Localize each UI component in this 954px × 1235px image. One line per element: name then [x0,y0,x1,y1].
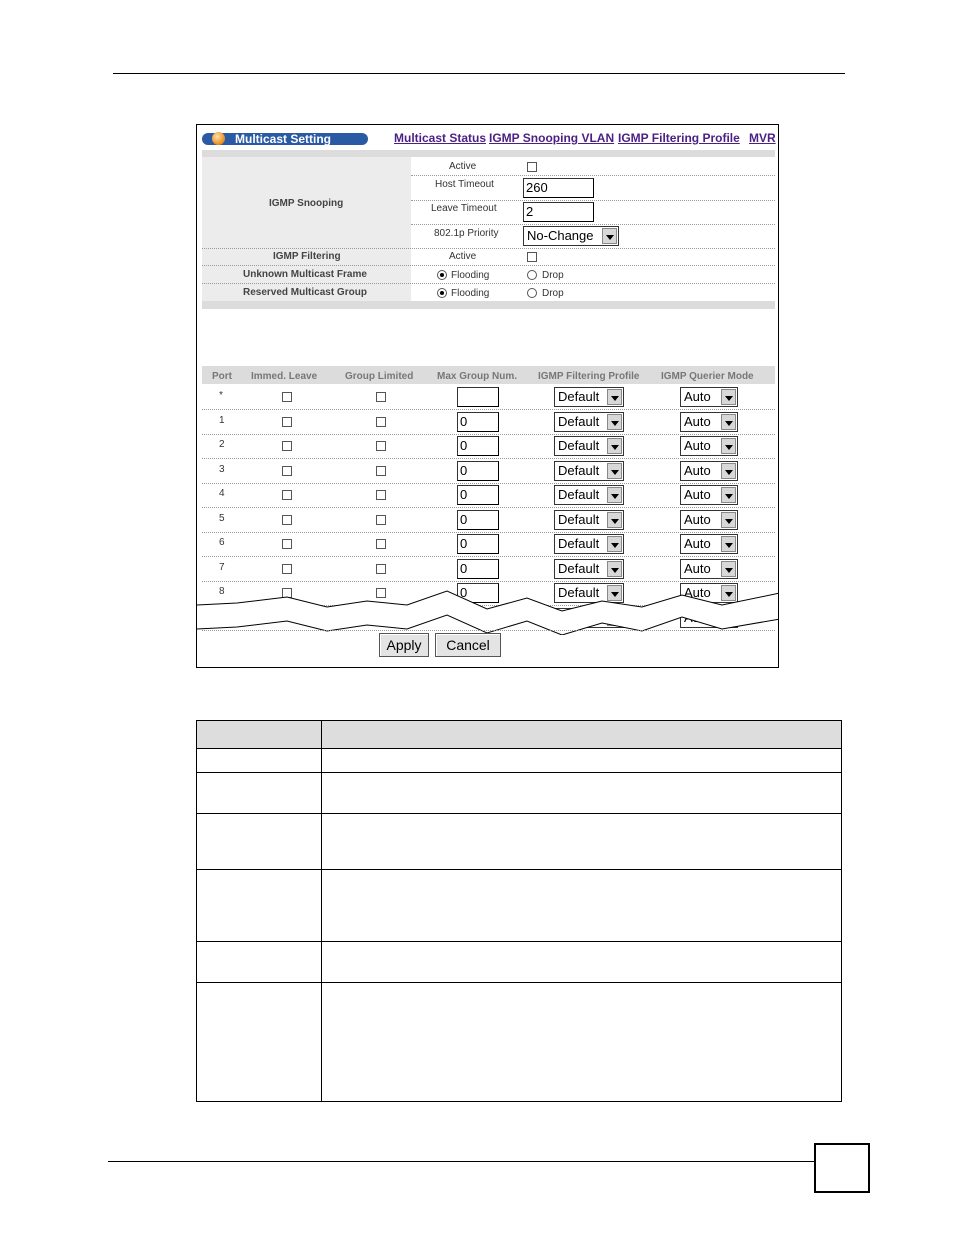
unknown-drop-radio[interactable] [527,270,537,280]
filtering-profile-select[interactable] [554,485,624,505]
table-row [197,773,842,814]
top-band [202,150,775,157]
col-port: Port [212,371,232,382]
snooping-active-checkbox[interactable] [527,162,537,172]
col-immed-leave: Immed. Leave [251,371,318,382]
table-header-description [322,721,842,749]
bottom-band [202,301,775,309]
host-timeout-label: Host Timeout [435,179,494,190]
row-divider [411,200,775,201]
immed-leave-checkbox[interactable] [282,564,292,574]
immed-leave-checkbox[interactable] [282,539,292,549]
immed-leave-checkbox[interactable] [282,441,292,451]
immed-leave-checkbox[interactable] [282,392,292,402]
immed-leave-checkbox[interactable] [282,466,292,476]
cancel-button[interactable]: Cancel [435,633,501,657]
port-number: 7 [219,562,225,573]
unknown-multicast-label: Unknown Multicast Frame [243,269,367,280]
igmp-filtering-profile-link[interactable]: IGMP Filtering Profile [618,131,740,145]
max-group-input[interactable]: 0 [457,534,499,554]
port-number: 1 [219,415,225,426]
group-limited-checkbox[interactable] [376,490,386,500]
priority-value: No-Change [527,228,594,243]
row-divider [202,556,775,557]
priority-label: 802.1p Priority [434,228,499,239]
chevron-down-icon [721,487,736,503]
querier-mode-value: Auto [684,438,711,453]
filtering-profile-value: Default [558,389,600,404]
reserved-multicast-label: Reserved Multicast Group [243,287,367,298]
reserved-drop-label: Drop [542,288,564,299]
max-group-input[interactable]: 0 [457,583,499,603]
querier-mode-value: Auto [684,463,711,478]
querier-mode-select[interactable] [680,461,738,481]
chevron-down-icon [607,512,622,528]
multicast-setting-tab[interactable] [202,133,368,145]
group-limited-checkbox[interactable] [376,515,386,525]
row-divider [202,434,775,435]
igmp-snooping-vlan-link[interactable]: IGMP Snooping VLAN [489,131,615,145]
reserved-flooding-radio[interactable] [437,288,447,298]
table-row [197,983,842,1102]
col-filtering-profile: IGMP Filtering Profile [538,371,640,382]
torn-page-break [197,585,779,635]
querier-mode-select[interactable] [680,387,738,407]
chevron-down-icon [607,438,622,454]
reserved-flooding-label: Flooding [451,288,490,299]
immed-leave-checkbox[interactable] [282,515,292,525]
row-divider [411,224,775,225]
group-limited-checkbox[interactable] [376,539,386,549]
filtering-profile-select[interactable] [554,436,624,456]
querier-mode-select[interactable] [680,485,738,505]
chevron-down-icon [607,536,622,552]
filtering-profile-value: Default [558,561,600,576]
table-row [197,749,842,773]
port-number: * [219,390,223,401]
chevron-down-icon [602,228,617,244]
querier-mode-value: Auto [684,487,711,502]
leave-timeout-label: Leave Timeout [431,203,497,214]
port-number: 3 [219,464,225,475]
chevron-down-icon [607,561,622,577]
chevron-down-icon [721,512,736,528]
querier-mode-select[interactable] [680,412,738,432]
filtering-profile-select[interactable] [554,461,624,481]
row-divider [202,532,775,533]
port-number: 8 [219,586,225,597]
row-divider [202,283,775,284]
mvr-link[interactable]: MVR [749,131,776,145]
row-divider [202,248,775,249]
chevron-down-icon [607,389,622,405]
group-limited-checkbox[interactable] [376,441,386,451]
igmp-filtering-label: IGMP Filtering [273,251,341,262]
filtering-profile-value: Default [558,487,600,502]
port-number: 4 [219,488,225,499]
chevron-down-icon [721,536,736,552]
querier-mode-value: Auto [684,512,711,527]
immed-leave-checkbox[interactable] [282,417,292,427]
row-divider [411,175,775,176]
leave-timeout-input[interactable]: 2 [523,202,594,222]
max-group-input[interactable] [457,387,499,407]
querier-mode-select[interactable] [680,436,738,456]
table-row [197,814,842,870]
priority-select[interactable] [523,226,619,246]
filtering-profile-value: Default [558,438,600,453]
querier-mode-value: Auto [684,414,711,429]
filtering-profile-value: Default [558,536,600,551]
querier-mode-value: Auto [684,561,711,576]
table-row [197,942,842,983]
multicast-setting-screenshot [196,124,779,668]
chevron-down-icon [721,463,736,479]
col-group-limited: Group Limited [345,371,414,382]
querier-mode-select[interactable] [680,559,738,579]
row-divider [202,458,775,459]
col-querier-mode: IGMP Querier Mode [661,371,754,382]
max-group-input[interactable]: 0 [457,559,499,579]
group-limited-checkbox[interactable] [376,392,386,402]
chevron-down-icon [721,438,736,454]
filtering-active-label: Active [449,251,477,262]
max-group-input[interactable]: 0 [457,412,499,432]
max-group-input[interactable]: 0 [457,436,499,456]
table-header-label [197,721,322,749]
igmp-snooping-label: IGMP Snooping [269,198,344,209]
port-number: 2 [219,439,225,450]
max-group-input[interactable]: 0 [457,485,499,505]
unknown-flooding-label: Flooding [451,270,490,281]
immed-leave-checkbox[interactable] [282,490,292,500]
snooping-active-label: Active [449,161,477,172]
row-divider [202,630,775,631]
port-number: 5 [219,513,225,524]
filtering-profile-select[interactable] [554,559,624,579]
header-rule [113,73,845,74]
chevron-down-icon [721,561,736,577]
footer-rule [108,1161,814,1162]
tab-title: Multicast Setting [235,132,332,146]
querier-mode-value: Auto [684,536,711,551]
unknown-drop-label: Drop [542,270,564,281]
chevron-down-icon [721,389,736,405]
row-divider [202,409,775,410]
group-limited-checkbox[interactable] [376,417,386,427]
table-row [197,870,842,942]
filtering-profile-value: Default [558,414,600,429]
row-divider [202,507,775,508]
group-limited-checkbox[interactable] [376,564,386,574]
querier-mode-value: Auto [684,389,711,404]
filtering-profile-select[interactable] [554,534,624,554]
group-limited-checkbox[interactable] [376,466,386,476]
filtering-profile-select[interactable] [554,510,624,530]
unknown-flooding-radio[interactable] [437,270,447,280]
chevron-down-icon [607,414,622,430]
filtering-profile-value: Default [558,463,600,478]
filtering-profile-select[interactable] [554,412,624,432]
filtering-profile-value: Default [558,585,600,600]
col-max-group: Max Group Num. [437,371,518,382]
host-timeout-input[interactable]: 260 [523,178,594,198]
row-divider [202,581,775,582]
reserved-drop-radio[interactable] [527,288,537,298]
row-divider [202,265,775,266]
row-divider [202,483,775,484]
multicast-status-link[interactable]: Multicast Status [394,131,487,145]
querier-mode-select[interactable] [680,534,738,554]
chevron-down-icon [607,463,622,479]
max-group-input[interactable]: 0 [457,461,499,481]
apply-button[interactable]: Apply [379,633,429,657]
page-number-box [814,1143,870,1193]
filtering-active-checkbox[interactable] [527,252,537,262]
filtering-profile-select[interactable] [554,387,624,407]
port-number: 6 [219,537,225,548]
max-group-input[interactable]: 0 [457,510,499,530]
filtering-profile-value: Default [558,512,600,527]
description-table [196,720,842,1102]
chevron-down-icon [721,414,736,430]
orange-bullet-icon [212,132,225,145]
querier-mode-select[interactable] [680,510,738,530]
chevron-down-icon [607,487,622,503]
querier-mode-value: Auto [684,585,711,600]
